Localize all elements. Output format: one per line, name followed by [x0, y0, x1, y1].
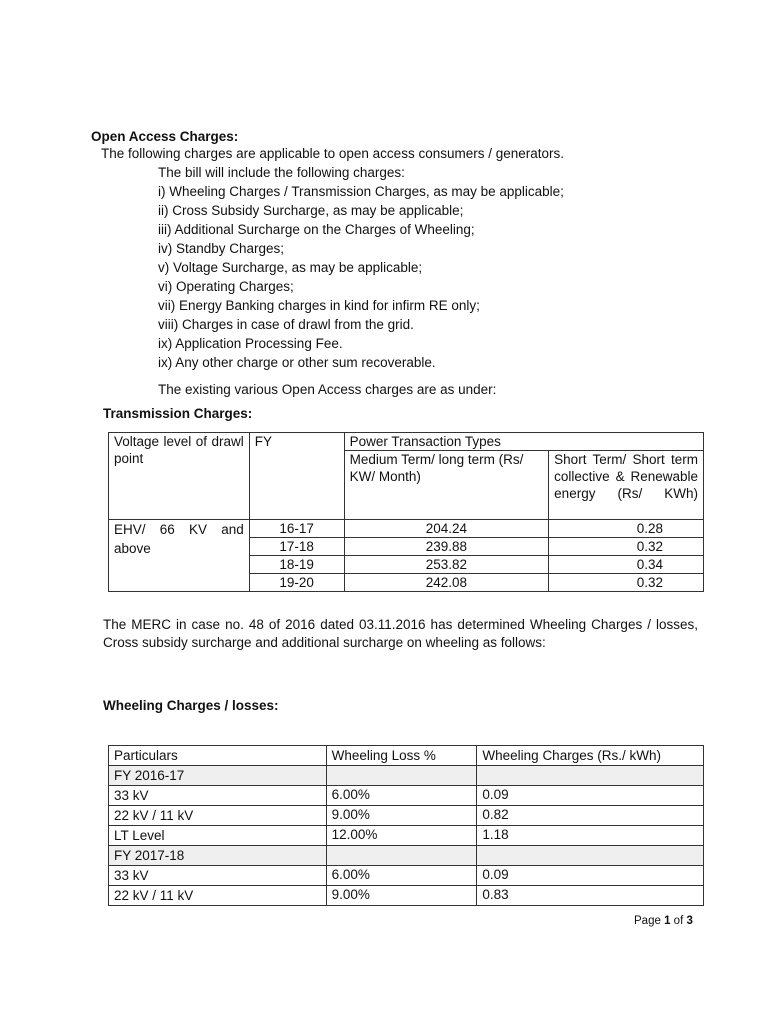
table-cell — [326, 766, 477, 786]
merc-paragraph: The MERC in case no. 48 of 2016 dated 03.11.2016 has determined Wheeling Charges / losses, Cross subsidy surcharge and additional surcharge on wheeling as follows: — [103, 617, 698, 650]
table-cell: 33 kV — [109, 866, 327, 886]
table-cell: 6.00% — [326, 786, 477, 806]
table-header-cell: Voltage level of drawl point — [109, 433, 250, 520]
charge-item: vii) Energy Banking charges in kind for infirm RE only; — [158, 298, 480, 313]
table-row — [109, 866, 704, 886]
table-cell: 22 kV / 11 kV — [109, 806, 327, 826]
table-cell — [326, 846, 477, 866]
table-cell: 6.00% — [326, 866, 477, 886]
table-cell — [477, 846, 704, 866]
table-header-row — [109, 433, 704, 451]
charge-item: v) Voltage Surcharge, as may be applicable; — [158, 260, 423, 275]
table-section-row — [109, 766, 704, 786]
page-heading: Open Access Charges: — [91, 129, 239, 144]
charge-item: iii) Additional Surcharge on the Charges of Wheeling; — [158, 222, 475, 237]
charge-item: vi) Operating Charges; — [158, 279, 294, 294]
table-cell: 16-17 — [249, 520, 344, 538]
table-row — [109, 826, 704, 846]
table-cell: 0.32 — [549, 574, 704, 592]
table-cell: 9.00% — [326, 806, 477, 826]
wheeling-table — [108, 745, 704, 906]
bill-intro-text: The bill will include the following charges: — [158, 165, 405, 180]
table-cell: FY 2016-17 — [109, 766, 327, 786]
charge-item: ix) Application Processing Fee. — [158, 336, 343, 351]
wheeling-heading: Wheeling Charges / losses: — [103, 698, 279, 713]
table-row — [109, 520, 704, 538]
table-cell: FY 2017-18 — [109, 846, 327, 866]
table-cell: 0.83 — [477, 886, 704, 906]
table-cell: 204.24 — [344, 520, 549, 538]
table-header-cell: Power Transaction Types — [344, 433, 703, 451]
table-section-row — [109, 846, 704, 866]
charge-item: viii) Charges in case of drawl from the grid. — [158, 317, 414, 332]
table-cell: 12.00% — [326, 826, 477, 846]
table-cell: 0.09 — [477, 786, 704, 806]
transmission-table — [108, 432, 704, 592]
table-cell: 17-18 — [249, 538, 344, 556]
table-header-cell: Medium Term/ long term (Rs/ KW/ Month) — [344, 451, 549, 520]
existing-charges-text: The existing various Open Access charges are as under: — [158, 382, 497, 397]
table-row — [109, 806, 704, 826]
table-cell: 0.09 — [477, 866, 704, 886]
table-cell: 18-19 — [249, 556, 344, 574]
table-header-cell: Particulars — [109, 746, 327, 766]
charge-item: ii) Cross Subsidy Surcharge, as may be applicable; — [158, 203, 464, 218]
charge-item: ix) Any other charge or other sum recoverable. — [158, 355, 436, 370]
table-cell: 0.34 — [549, 556, 704, 574]
total-pages: 3 — [686, 915, 693, 927]
table-row — [109, 886, 704, 906]
table-cell: 0.28 — [549, 520, 704, 538]
charge-item: i) Wheeling Charges / Transmission Charges, as may be applicable; — [158, 184, 564, 199]
table-cell: 22 kV / 11 kV — [109, 886, 327, 906]
table-header-cell: Short Term/ Short term collective & Renewable energy (Rs/ KWh) — [549, 451, 704, 520]
table-header-cell: FY — [249, 433, 344, 520]
transmission-heading: Transmission Charges: — [103, 406, 253, 421]
table-cell: 0.82 — [477, 806, 704, 826]
page-number: 1 — [664, 915, 671, 927]
table-cell: 239.88 — [344, 538, 549, 556]
table-header-cell: Wheeling Loss % — [326, 746, 477, 766]
table-header-row — [109, 746, 704, 766]
page-footer — [634, 912, 693, 930]
table-cell: 19-20 — [249, 574, 344, 592]
table-header-cell: Wheeling Charges (Rs./ kWh) — [477, 746, 704, 766]
page-label: Page — [634, 915, 661, 927]
of-label: of — [673, 915, 684, 927]
table-cell: 33 kV — [109, 786, 327, 806]
table-row — [109, 786, 704, 806]
table-cell: 242.08 — [344, 574, 549, 592]
table-cell — [477, 766, 704, 786]
table-cell: 0.32 — [549, 538, 704, 556]
table-cell: 9.00% — [326, 886, 477, 906]
table-cell: LT Level — [109, 826, 327, 846]
table-cell: 1.18 — [477, 826, 704, 846]
intro-text: The following charges are applicable to open access consumers / generators. — [101, 146, 565, 161]
table-cell: 253.82 — [344, 556, 549, 574]
table-cell: EHV/ 66 KV and above — [109, 520, 250, 592]
charge-item: iv) Standby Charges; — [158, 241, 285, 256]
